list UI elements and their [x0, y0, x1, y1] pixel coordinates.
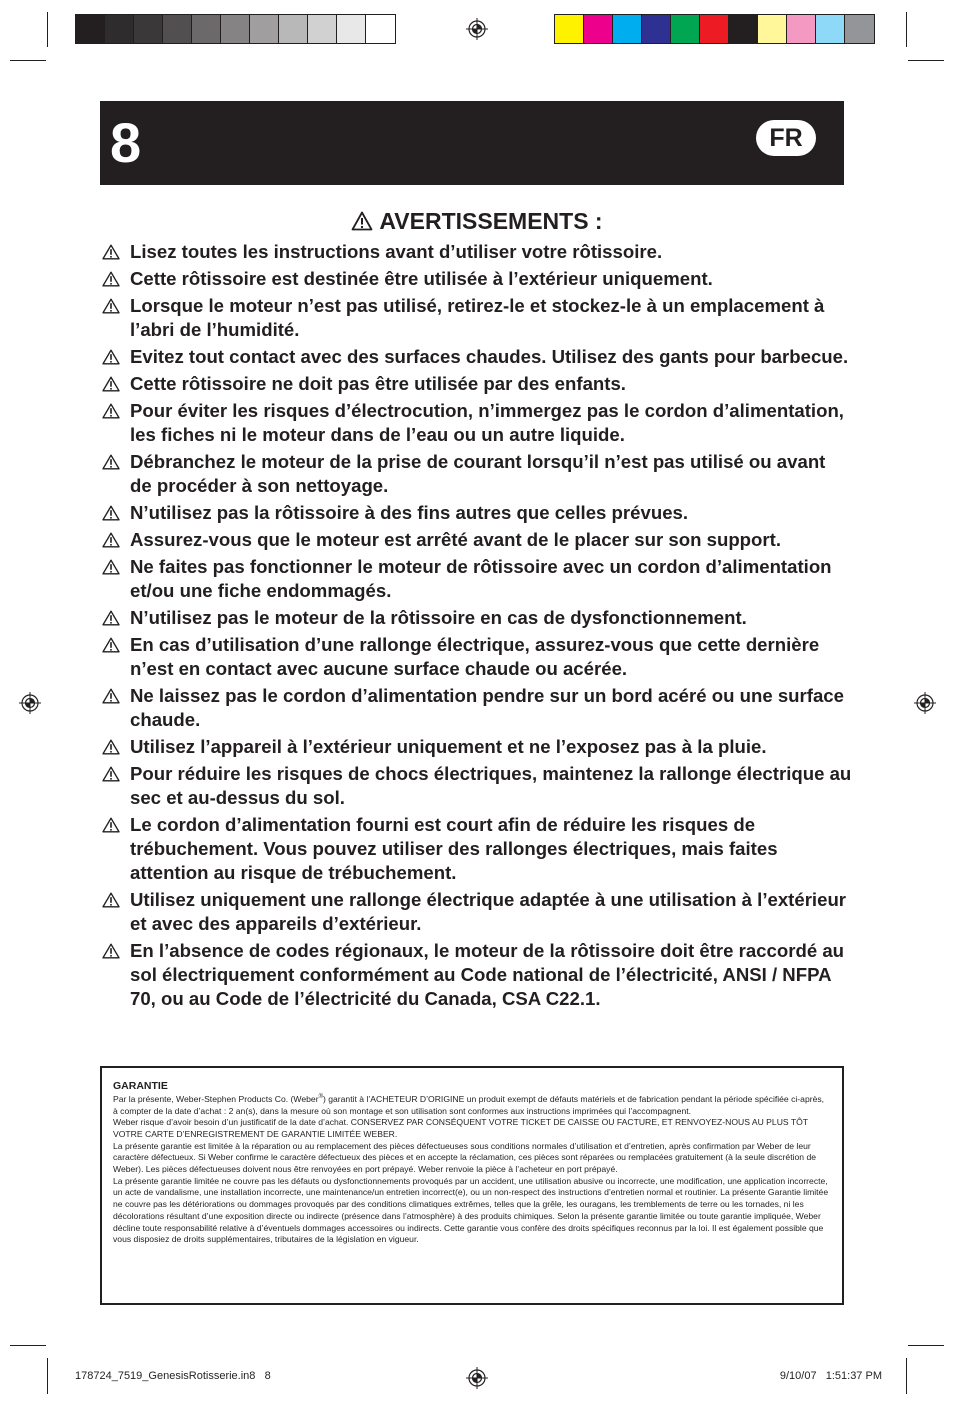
color-swatch	[250, 15, 279, 43]
color-swatch	[758, 15, 787, 43]
warning-triangle-icon	[102, 376, 120, 392]
garantie-box	[100, 1066, 844, 1305]
warning-triangle-icon	[102, 532, 120, 548]
warning-item	[102, 267, 852, 291]
footer-filename: 178724_7519_GenesisRotisserie.in8 8	[75, 1370, 271, 1382]
warning-text: Pour réduire les risques de chocs électriques, maintenez la rallonge électrique au sec et au-dessus du sol.	[130, 763, 852, 808]
warning-text: Pour éviter les risques d’électrocution, n’immergez pas le cordon d’alimentation, les fiches ni le moteur dans de l’eau ou un autre liquide.	[130, 400, 844, 445]
footer-timestamp: 9/10/07 1:51:37 PM	[779, 1370, 882, 1382]
warning-text: Débranchez le moteur de la prise de courant lorsqu’il n’est pas utilisé ou avant de procéder à son nettoyage.	[130, 451, 826, 496]
warning-item	[102, 450, 852, 498]
color-swatch	[308, 15, 337, 43]
crop-mark	[906, 12, 907, 47]
warning-triangle-icon	[351, 211, 373, 231]
process-color-bar	[554, 14, 875, 44]
warning-triangle-icon	[102, 298, 120, 314]
garantie-paragraph: Par la présente, Weber-Stephen Products Co. (Weber®) garantit à l’ACHETEUR D’ORIGINE un produit exempt de défauts matériels et de fabrication pendant la période spécifiée ci-après, à compter de la date d’achat : 2 an(s), dans la mesure où son montage et son utilisation sont conformes aux instructions imprimées qui l’accompagnent.	[113, 1093, 825, 1116]
crop-mark	[906, 1358, 907, 1394]
warning-triangle-icon	[102, 766, 120, 782]
color-swatch	[555, 15, 584, 43]
color-swatch	[192, 15, 221, 43]
color-swatch	[845, 15, 874, 43]
warnings-title-text: AVERTISSEMENTS :	[379, 208, 603, 234]
grayscale-color-bar	[75, 14, 396, 44]
warning-text: Cette rôtissoire ne doit pas être utilisée par des enfants.	[130, 373, 626, 394]
warning-triangle-icon	[102, 505, 120, 521]
color-swatch	[163, 15, 192, 43]
warning-item	[102, 813, 852, 885]
warning-item	[102, 555, 852, 603]
crop-mark	[10, 60, 46, 61]
crop-mark	[47, 1358, 48, 1394]
warning-text: Ne faites pas fonctionner le moteur de rôtissoire avec un cordon d’alimentation et/ou une fiche endommagés.	[130, 556, 832, 601]
registration-mark-icon	[466, 1367, 488, 1389]
warning-triangle-icon	[102, 271, 120, 287]
warning-item	[102, 372, 852, 396]
language-badge: FR	[756, 120, 816, 156]
color-swatch	[671, 15, 700, 43]
warning-triangle-icon	[102, 688, 120, 704]
warning-item	[102, 399, 852, 447]
crop-mark	[47, 12, 48, 47]
color-swatch	[729, 15, 758, 43]
registration-mark-icon	[914, 692, 936, 714]
warning-text: Lorsque le moteur n’est pas utilisé, retirez-le et stockez-le à un emplacement à l’abri de l’humidité.	[130, 295, 825, 340]
color-swatch	[134, 15, 163, 43]
warning-triangle-icon	[102, 610, 120, 626]
warning-triangle-icon	[102, 892, 120, 908]
warning-triangle-icon	[102, 943, 120, 959]
warning-item	[102, 633, 852, 681]
warning-text: Utilisez uniquement une rallonge électrique adaptée à une utilisation à l’extérieur et avec des appareils d’extérieur.	[130, 889, 847, 934]
warning-item	[102, 501, 852, 525]
page-number: 8	[110, 111, 141, 174]
warning-text: Utilisez l’appareil à l’extérieur uniquement et ne l’exposez pas à la pluie.	[130, 736, 767, 757]
color-swatch	[221, 15, 250, 43]
color-swatch	[700, 15, 729, 43]
warning-text: Evitez tout contact avec des surfaces chaudes. Utilisez des gants pour barbecue.	[130, 346, 849, 367]
warning-item	[102, 240, 852, 264]
warning-text: Assurez-vous que le moteur est arrêté avant de le placer sur son support.	[130, 529, 781, 550]
crop-mark	[10, 1345, 46, 1346]
warning-item	[102, 684, 852, 732]
garantie-paragraph: La présente garantie est limitée à la réparation ou au remplacement des pièces défectueuses sous conditions normales d’utilisation et d’entretien, après confirmation par Weber de leur caractère défectueux. Si Weber confirme le caractère défectueux des pièces et en accepte la réclamation, ces pièces sont réparées ou remplacées gratuitement (à la seule discrétion de Weber). Les pièces défectueuses doivent nous être renvoyées en port prépayé. Weber renvoie la pièce à l’acheteur en port prépayé.	[113, 1140, 816, 1175]
warning-item	[102, 939, 852, 1011]
warning-item	[102, 345, 852, 369]
garantie-heading: GARANTIE	[113, 1080, 168, 1092]
garantie-paragraph: Weber risque d’avoir besoin d’un justificatif de la date d’achat. CONSERVEZ PAR CONSÉQUENT VOTRE TICKET DE CAISSE OU FACTURE, ET RENVOYEZ-NOUS AU PLUS TÔT VOTRE CARTE D’ENREGISTREMENT DE GARANTIE LIMITÉE WEBER.	[113, 1117, 808, 1139]
warning-item	[102, 528, 852, 552]
warning-text: En cas d’utilisation d’une rallonge électrique, assurez-vous que cette dernière n’est en contact avec aucune surface chaude ou acérée.	[130, 634, 820, 679]
color-swatch	[613, 15, 642, 43]
color-swatch	[279, 15, 308, 43]
warning-triangle-icon	[102, 559, 120, 575]
warning-triangle-icon	[102, 349, 120, 365]
warning-triangle-icon	[102, 637, 120, 653]
color-swatch	[76, 15, 105, 43]
warning-text: Ne laissez pas le cordon d’alimentation pendre sur un bord acéré ou une surface chaude.	[130, 685, 844, 730]
warning-text: N’utilisez pas le moteur de la rôtissoire en cas de dysfonctionnement.	[130, 607, 747, 628]
warning-item	[102, 294, 852, 342]
color-swatch	[337, 15, 366, 43]
garantie-paragraph: La présente garantie limitée ne couvre pas les défauts ou dysfonctionnements provoqués par un accident, une utilisation abusive ou incorrecte, une modification, une application incorrecte, un acte de vandalisme, une installation incorrecte, une maintenance/un entretien incorrect(e), ou un non-respect des instructions d’entretien normal et routinier. La présente Garantie limitée ne couvre pas les détériorations ou dommages provoqués par des conditions climatiques extrêmes, telles que la grêle, les ouragans, les tremblements de terre ou les tornades, ni les décolorations résultant d’une exposition directe ou indirecte (présence dans l’atmosphère) à des produits chimiques. Selon la présente garantie limitée ou toute garantie impliquée, Weber décline toute responsabilité relative à d’éventuels dommages accessoires ou indirects. Cette garantie vous confère des droits spécifiques reconnus par la loi. Il est également possible que vous disposiez de droits supplémentaires, tributaires de la législation en vigueur.	[113, 1175, 829, 1245]
warning-triangle-icon	[102, 403, 120, 419]
warning-text: N’utilisez pas la rôtissoire à des fins autres que celles prévues.	[130, 502, 689, 523]
warning-triangle-icon	[102, 244, 120, 260]
warning-triangle-icon	[102, 817, 120, 833]
warning-item	[102, 762, 852, 810]
color-swatch	[787, 15, 816, 43]
warning-text: Lisez toutes les instructions avant d’utiliser votre rôtissoire.	[130, 241, 663, 262]
color-swatch	[105, 15, 134, 43]
warning-text: En l’absence de codes régionaux, le moteur de la rôtissoire doit être raccordé au sol électriquement conformément au Code national de l’électricité, ANSI / NFPA 70, ou au Code de l’électricité du Canada, CSA C22.1.	[130, 940, 845, 1009]
warnings-title	[0, 206, 954, 236]
warnings-list	[102, 240, 852, 1014]
warning-triangle-icon	[102, 454, 120, 470]
warning-text: Cette rôtissoire est destinée être utilisée à l’extérieur uniquement.	[130, 268, 713, 289]
warning-triangle-icon	[102, 739, 120, 755]
color-swatch	[584, 15, 613, 43]
registration-mark-icon	[19, 692, 41, 714]
crop-mark	[908, 1345, 944, 1346]
page-header	[100, 101, 844, 185]
warning-item	[102, 735, 852, 759]
color-swatch	[816, 15, 845, 43]
warning-item	[102, 606, 852, 630]
color-swatch	[642, 15, 671, 43]
warning-item	[102, 888, 852, 936]
warning-text: Le cordon d’alimentation fourni est court afin de réduire les risques de trébuchement. Vous pouvez utiliser des rallonges électriques, mais faites attention au risque de trébuchement.	[130, 814, 778, 883]
registration-mark-icon	[466, 18, 488, 40]
crop-mark	[908, 60, 944, 61]
color-swatch	[366, 15, 395, 43]
